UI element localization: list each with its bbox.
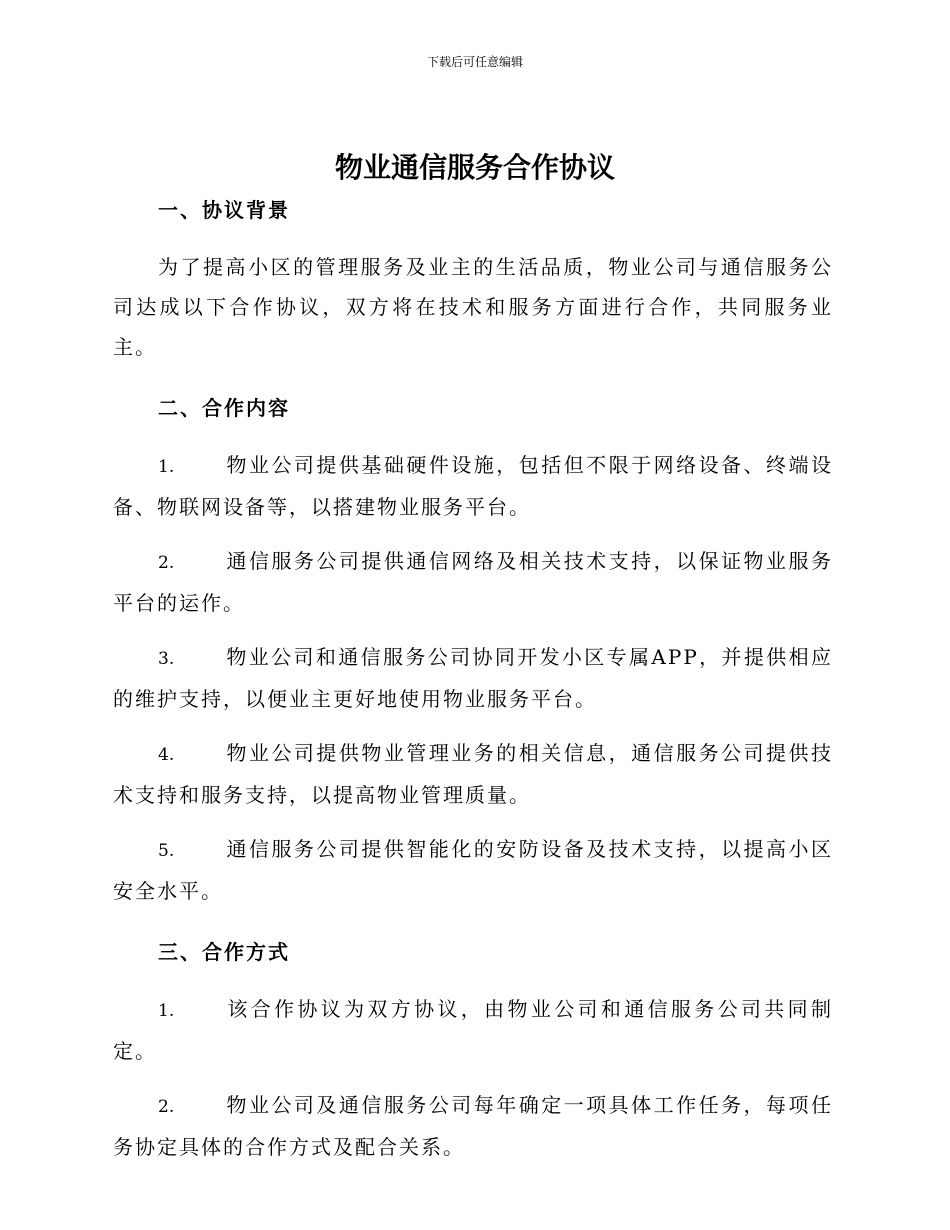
list-item	[113, 989, 833, 1071]
list-item	[113, 1085, 833, 1167]
section-heading: 二、合作内容	[158, 396, 290, 420]
list-item	[113, 637, 833, 719]
list-item-text: 该合作协议为双方协议，由物业公司和通信服务公司共同制定。	[113, 997, 833, 1063]
document-body	[113, 195, 833, 1167]
section-heading: 一、协议背景	[158, 198, 290, 222]
list-item	[113, 733, 833, 815]
section-cooperation-method	[113, 937, 833, 1167]
section-background	[113, 195, 833, 367]
section-heading: 三、合作方式	[158, 940, 290, 964]
list-item	[113, 829, 833, 911]
list-item-number: 2.	[158, 1097, 175, 1117]
list-item-text: 物业公司和通信服务公司协同开发小区专属APP，并提供相应的维护支持，以便业主更好地使用物业服务平台。	[113, 645, 833, 711]
document-title: 物业通信服务合作协议	[334, 151, 615, 184]
list-item-number: 3.	[158, 649, 175, 669]
list-item-text: 物业公司提供基础硬件设施，包括但不限于网络设备、终端设备、物联网设备等，以搭建物业服务平台。	[113, 453, 833, 519]
header-note: 下载后可任意编辑	[426, 55, 523, 69]
list-item-number: 1.	[158, 1001, 175, 1021]
list-item-number: 5.	[158, 841, 175, 861]
section-cooperation-content	[113, 393, 833, 911]
list-item-number: 1.	[158, 457, 175, 477]
section-paragraph: 为了提高小区的管理服务及业主的生活品质，物业公司与通信服务公司达成以下合作协议，双方将在技术和服务方面进行合作，共同服务业主。	[113, 255, 833, 359]
list-item-text: 物业公司及通信服务公司每年确定一项具体工作任务，每项任务协定具体的合作方式及配合关系。	[113, 1093, 833, 1159]
list-item	[113, 445, 833, 527]
list-item	[113, 541, 833, 623]
list-item-number: 2.	[158, 553, 175, 573]
list-item-text: 物业公司提供物业管理业务的相关信息，通信服务公司提供技术支持和服务支持，以提高物业管理质量。	[113, 741, 833, 807]
list-item-text: 通信服务公司提供通信网络及相关技术支持，以保证物业服务平台的运作。	[113, 549, 833, 615]
list-item-number: 4.	[158, 745, 175, 765]
list-item-text: 通信服务公司提供智能化的安防设备及技术支持，以提高小区安全水平。	[113, 837, 833, 903]
